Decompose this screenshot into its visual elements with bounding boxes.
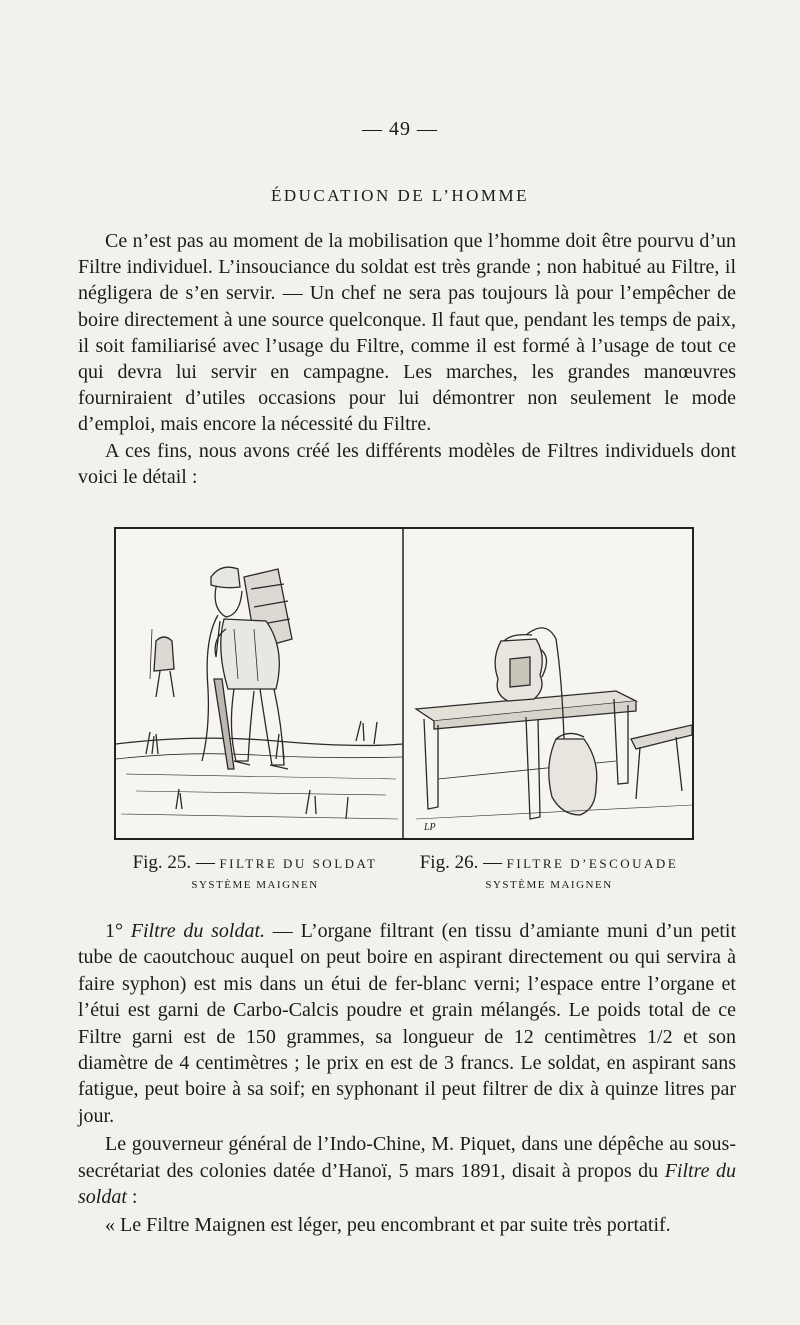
governor-italic: Filtre du soldat — [78, 1159, 736, 1209]
governor-end: : — [126, 1186, 138, 1209]
governor-paragraph — [78, 1131, 736, 1210]
item-1-number: 1° — [105, 920, 123, 942]
governor-text: Le gouverneur général de l’Indo-Chine, M. Piquet, dans une dépêche au sous-secrétariat des colonies datée d’Hanoï, 5 mars 1891, disait à propos du — [78, 1133, 736, 1182]
caption-fig-26 — [404, 852, 694, 891]
item-1-text: — L’organe filtrant (en tissu d’amiante muni d’un petit tube de caoutchouc auquel on peut boire en aspirant directement ou qui servira à faire syphon) est mis dans un étui de fer-blanc verni; l’espace entre l’organe et l’étui est garni de Carbo-Calcis poudre et grain mélangés. Le poids total de ce Filtre garni est de 150 grammes, sa longueur de 12 centimètres 1/2 et son diamètre de 4 centimètres ; le prix en est de 3 francs. Le soldat, en aspirant sans fatigue, peut boire à sa soif; en syphonant il peut filtrer de dix à quinze litres par jour. — [78, 920, 737, 1127]
section-title: ÉDUCATION DE L’HOMME — [270, 186, 530, 205]
caption-fig-25-label: FILTRE DU SOLDAT — [219, 856, 378, 871]
caption-fig-26-number: Fig. 26. — — [419, 852, 503, 873]
caption-fig-25-subtitle: SYSTÈME MAIGNEN — [191, 879, 319, 891]
intro-paragraph-1: Ce n’est pas au moment de la mobilisation que l’homme doit être pourvu d’un Filtre individuel. L’insouciance du soldat est très grande ; non habitué au Filtre, il négligera de s’en servir. — Un chef ne sera pas toujours là pour l’empêcher de boire directement à une source quelconque. Il faut que, pendant les temps de paix, il soit familiarisé avec l’usage du Filtre, comme il est formé à l’usage de tout ce qui devra lui servir en campagne. Les marches, les grandes manœuvres fourniraient d’utiles occasions pour lui démontrer non seulement le mode d’emploi, mais encore la nécessité du Filtre. — [78, 230, 736, 436]
figure-illustrations — [114, 527, 694, 840]
intro-text — [78, 228, 736, 490]
artist-signature: LP — [424, 822, 436, 833]
caption-fig-26-subtitle: SYSTÈME MAIGNEN — [485, 879, 613, 891]
engraving-illustrations — [116, 529, 692, 838]
intro-paragraph-2: A ces fins, nous avons créé les différents modèles de Filtres individuels dont voici le détail : — [78, 439, 736, 488]
item-1-title: Filtre du soldat. — [130, 920, 266, 942]
caption-fig-26-label: FILTRE D’ESCOUADE — [506, 856, 679, 871]
quote-paragraph: « Le Filtre Maignen est léger, peu encombrant et par suite très portatif. — [105, 1214, 671, 1237]
body-text — [78, 918, 736, 1239]
item-1-paragraph — [78, 918, 736, 1129]
soldier-illustration — [116, 567, 403, 819]
caption-fig-25 — [110, 852, 400, 891]
caption-fig-25-number: Fig. 25. — — [132, 852, 215, 873]
page-number: — 49 — — [362, 118, 438, 140]
squad-filter-illustration — [416, 628, 692, 819]
